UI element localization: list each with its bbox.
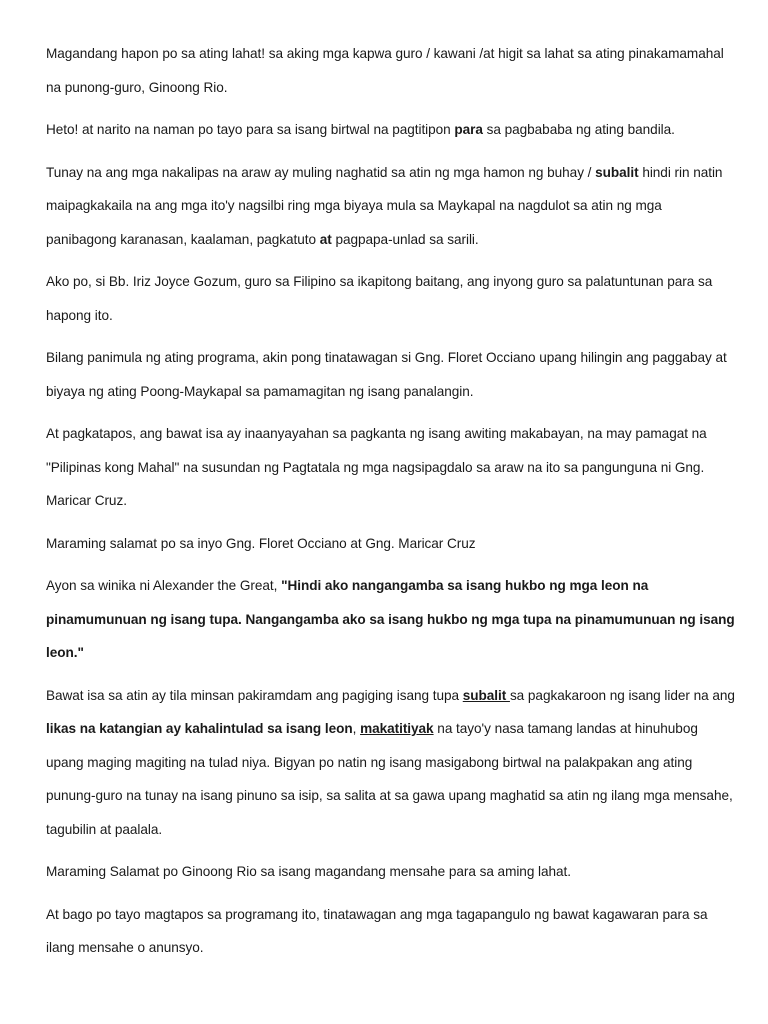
- text-run: makatitiyak: [360, 721, 434, 736]
- text-run: Magandang hapon po sa ating lahat! sa aking mga kapwa guro / kawani /at higit sa lahat sa ating pinakamamahal na punong-guro, Ginoong Rio.: [46, 46, 724, 95]
- text-run: sa pagbababa ng ating bandila.: [482, 122, 675, 137]
- text-run: "Hindi ako nangangamba sa isang hukbo ng mga leon na pinamumunuan ng isang tupa. Nangangamba ako sa isang hukbo ng mga tupa na pinamumunuan ng isang leon.": [46, 578, 735, 660]
- paragraph: [46, 569, 736, 670]
- text-run: At pagkatapos, ang bawat isa ay inaanyayahan sa pagkanta ng isang awiting makabayan, na may pamagat na "Pilipinas kong Mahal" na susundan ng Pagtatala ng mga nagsipagdalo sa araw na ito sa pangunguna ni Gng. Maricar Cruz.: [46, 426, 707, 508]
- paragraph: [46, 113, 736, 147]
- paragraph: [46, 855, 736, 889]
- paragraph: [46, 417, 736, 518]
- text-run: likas na katangian ay kahalintulad sa isang leon: [46, 721, 353, 736]
- text-run: hindi rin natin maipagkakaila na ang mga ito'y nagsilbi ring mga biyaya mula sa Maykapal na nagdulot sa atin ng mga panibagong karanasan, kaalaman, pagkatuto: [46, 164, 723, 247]
- text-run: para: [454, 122, 483, 137]
- paragraph: [46, 156, 736, 257]
- text-run: Bilang panimula ng ating programa, akin pong tinatawagan si Gng. Floret Occiano upang hilingin ang paggabay at biyaya ng ating Poong-Maykapal sa pamamagitan ng isang panalangin.: [46, 350, 727, 399]
- text-run: Heto! at narito na naman po tayo para sa isang birtwal na pagtitipon: [46, 122, 455, 137]
- paragraph: [46, 679, 736, 847]
- text-run: sa pagkakaroon ng isang lider na ang: [509, 687, 735, 703]
- text-run: subalit: [595, 164, 639, 180]
- text-run: Maraming Salamat po Ginoong Rio sa isang magandang mensahe para sa aming lahat.: [46, 864, 572, 879]
- text-run: Maraming salamat po sa inyo Gng. Floret Occiano at Gng. Maricar Cruz: [46, 535, 476, 551]
- text-run: pagpapa-unlad sa sarili.: [331, 231, 479, 247]
- text-run: Bawat isa sa atin ay tila minsan pakiramdam ang pagiging isang tupa: [46, 687, 463, 703]
- text-run: ,: [352, 721, 361, 736]
- text-run: subalit: [462, 687, 510, 703]
- paragraph: [46, 265, 736, 332]
- paragraph: [46, 527, 736, 561]
- text-run: Ayon sa winika ni Alexander the Great,: [46, 578, 282, 593]
- text-run: At bago po tayo magtapos sa programang ito, tinatawagan ang mga tagapangulo ng bawat kagawaran para sa ilang mensahe o anunsyo.: [46, 906, 708, 955]
- text-run: Ako po, si Bb. Iriz Joyce Gozum, guro sa Filipino sa ikapitong baitang, ang inyong guro sa palatuntunan para sa hapong ito.: [46, 274, 713, 323]
- text-run: na tayo'y nasa tamang landas at hinuhubog upang maging magiting na tulad niya. Bigyan po natin ng isang masigabong birtwal na palakpakan ang ating punung-guro na tunay na isang pinuno sa isip, sa salita at sa gawa upang maghatid sa atin ng ilang mga mensahe, tagubilin at paalala.: [46, 721, 733, 837]
- document-body: [46, 37, 736, 974]
- paragraph: [46, 898, 736, 965]
- paragraph: [46, 341, 736, 408]
- paragraph: [46, 37, 736, 104]
- text-run: at: [319, 231, 332, 247]
- text-run: Tunay na ang mga nakalipas na araw ay muling naghatid sa atin ng mga hamon ng buhay /: [46, 164, 596, 180]
